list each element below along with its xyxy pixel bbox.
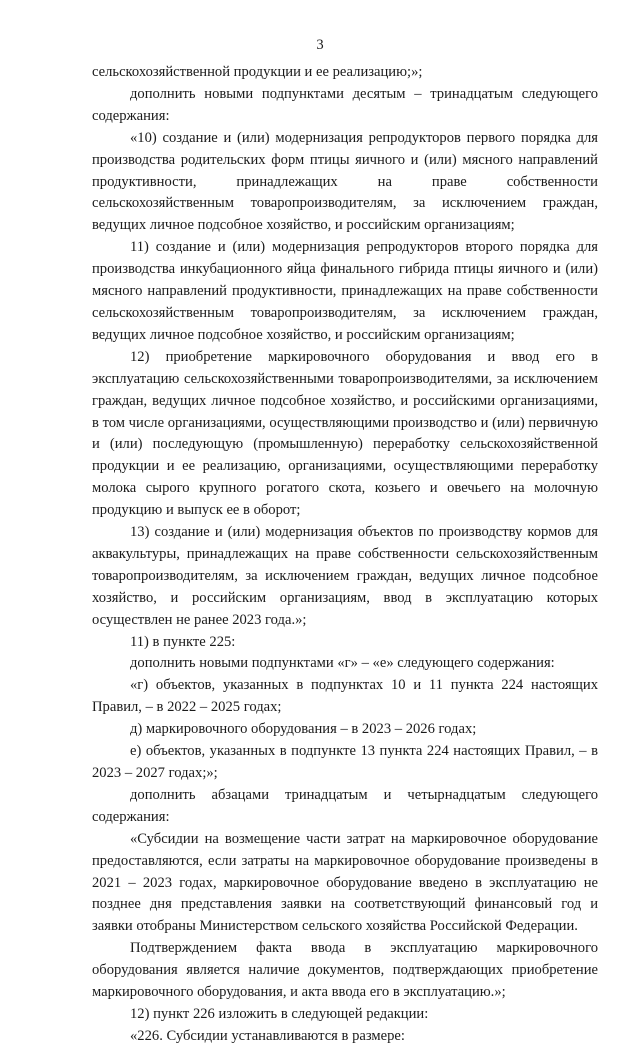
paragraph: 13) создание и (или) модернизация объектов по производству кормов для аквакультуры, принадлежащих на праве собственности сельскохозяйственным товаропроизводителям, за исключением граждан, ведущих личное подсобное хозяйство, и российским организациям, ввод в эксплуатацию которых осуществлен не ранее 2023 года.»; bbox=[92, 524, 598, 628]
paragraph: Подтверждением факта ввода в эксплуатацию маркировочного оборудования является наличие документов, подтверждающих приобретение маркировочного оборудования, и акта ввода его в эксплуатацию.»; bbox=[92, 940, 598, 1001]
paragraph: «г) объектов, указанных в подпунктах 10 и 11 пункта 224 настоящих Правил, – в 2022 – 2025 годах; bbox=[92, 677, 598, 716]
paragraph: «Субсидии на возмещение части затрат на маркировочное оборудование предоставляются, если затраты на маркировочное оборудование произведены в 2021 – 2023 годах, маркировочное оборудование введено в эксплуатацию не позднее дня представления заявки на соответствующий финансовый год и заявки отобраны Министерством сельского хозяйства Российской Федерации. bbox=[92, 830, 598, 935]
page-number: 3 bbox=[316, 37, 324, 53]
paragraph: 12) приобретение маркировочного оборудования и ввод его в эксплуатацию сельскохозяйственными товаропроизводителями, за исключением граждан, ведущих личное подсобное хозяйство, и российскими организациями, в том числе организациями, осуществляющими производство и (или) первичную и (или) последующую (промышленную) переработку сельскохозяйственной продукции и ее реализацию, организациями, осуществляющими переработку молока сырого крупного рогатого скота, козьего и овечьего на молочную продукцию и выпуск ее в оборот; bbox=[92, 348, 598, 519]
paragraph: дополнить новыми подпунктами «г» – «е» следующего содержания: bbox=[130, 655, 555, 672]
paragraph: «226. Субсидии устанавливаются в размере: bbox=[130, 1027, 405, 1044]
document-body bbox=[92, 62, 598, 1048]
paragraph: д) маркировочного оборудования – в 2023 – 2026 годах; bbox=[130, 721, 477, 738]
paragraph: дополнить абзацами тринадцатым и четырнадцатым следующего содержания: bbox=[92, 786, 598, 825]
paragraph: 11) в пункте 225: bbox=[130, 633, 236, 650]
paragraph: 12) пункт 226 изложить в следующей редакции: bbox=[130, 1005, 429, 1022]
paragraph: «10) создание и (или) модернизация репродукторов первого порядка для производства родительских форм птицы яичного и (или) мясного направлений продуктивности, принадлежащих на праве собственности сельскохозяйственным товаропроизводителям, за исключением граждан, ведущих личное подсобное хозяйство, и российским организациям; bbox=[92, 129, 598, 234]
paragraph: сельскохозяйственной продукции и ее реализацию;»; bbox=[92, 64, 423, 80]
paragraph: 11) создание и (или) модернизация репродукторов второго порядка для производства инкубационного яйца финального гибрида птицы яичного и (или) мясного направлений продуктивности, принадлежащих на праве собственности сельскохозяйственным товаропроизводителям, за исключением граждан, ведущих личное подсобное хозяйство, и российским организациям; bbox=[92, 239, 598, 343]
paragraph: е) объектов, указанных в подпункте 13 пункта 224 настоящих Правил, – в 2023 – 2027 годах;»; bbox=[92, 743, 598, 781]
paragraph: дополнить новыми подпунктами десятым – тринадцатым следующего содержания: bbox=[92, 85, 598, 124]
